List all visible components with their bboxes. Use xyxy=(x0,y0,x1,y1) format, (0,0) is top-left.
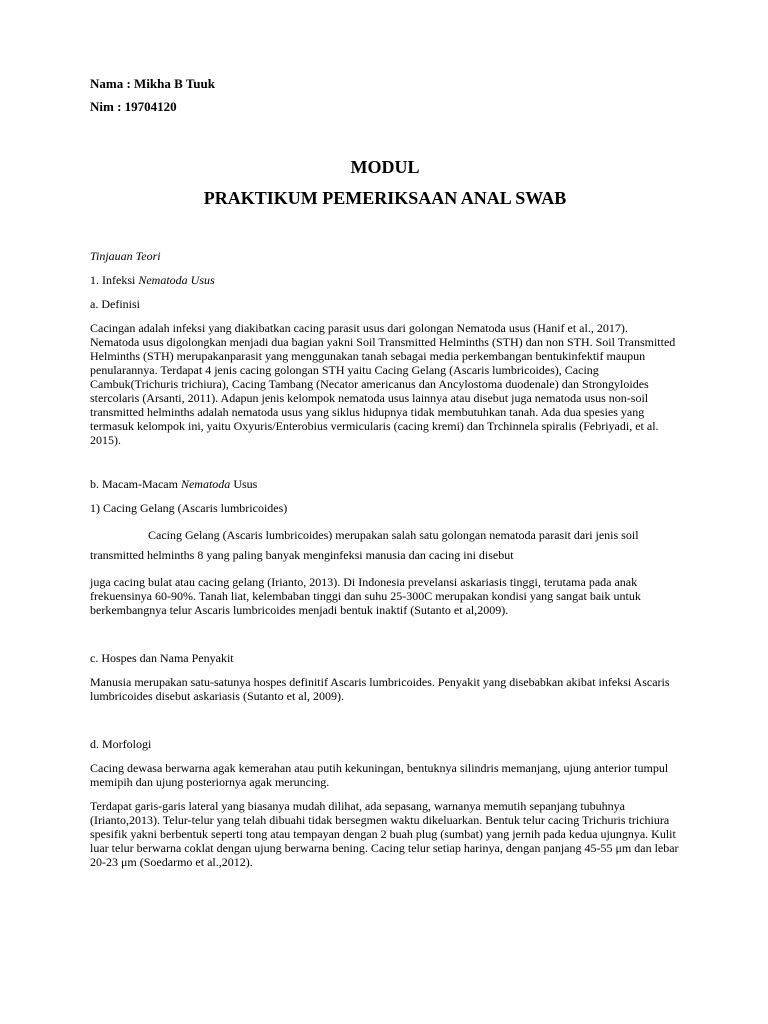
section-heading-infeksi-prefix: 1. Infeksi xyxy=(90,273,139,287)
student-name: Nama : Mikha B Tuuk xyxy=(90,76,215,91)
paragraph-morfologi-2: Terdapat garis-garis lateral yang biasanya mudah dilihat, ada sepasang, warnanya memutih sepanjang tubuhnya (Irianto,2013). Telur-telur yang telah dibuahi tidak bersegmen waktu dikeluarkan. Bentuk telur cacing Trichuris trichiura spesifik yakni berbentuk seperti tong atau tempayan dengan 2 buah plug (sumbat) yang jernih pada kedua ujungnya. Kulit luar telur berwarna coklat dengan ujung berwarna bening. Cacing telur setiap harinya, dengan panjang 45-55 μm dan lebar 20-23 μm (Soedarmo et al.,2012). xyxy=(90,799,679,869)
document-title: MODUL xyxy=(350,157,420,177)
subheading-macam-suffix: Usus xyxy=(230,477,258,491)
subheading-definisi: a. Definisi xyxy=(90,297,140,311)
subheading-macam-italic: Nematoda xyxy=(180,477,231,491)
student-nim: Nim : 19704120 xyxy=(90,99,177,114)
subheading-hospes: c. Hospes dan Nama Penyakit xyxy=(90,651,234,665)
subheading-morfologi: d. Morfologi xyxy=(90,737,152,751)
paragraph-definisi: Cacingan adalah infeksi yang diakibatkan cacing parasit usus dari golongan Nematoda usus (Hanif et al., 2017). Nematoda usus digolongkan menjadi dua bagian yakni Soil Transmitted Helminths (STH) dan non STH. Soil Transmitted Helminths (STH) merupakanparasit yang menggunakan tanah sebagai media perkembangan bentukinfektif maupun penularannya. Terdapat 4 jenis cacing golongan STH yaitu Cacing Gelang (Ascaris lumbricoides), Cacing Cambuk(Trichuris trichiura), Cacing Tambang (Necator americanus dan Ancylostoma duodenale) dan Strongyloides stercolaris (Arsanti, 2011). Adapun jenis kelompok nematoda usus lainnya atau disebut juga nematoda usus non-soil transmitted helminths adalah nematoda usus yang siklus hidupnya tidak membutuhkan tanah. Ada dua spesies yang termasuk kelompok ini, yaitu Oxyuris/Enterobius vermicularis (cacing kremi) dan Trchinnela spiralis (Febriyadi, et al. 2015). xyxy=(90,321,676,447)
paragraph-morfologi-1: Cacing dewasa berwarna agak kemerahan atau putih kekuningan, bentuknya silindris memanjang, ujung anterior tumpul memipih dan ujung posteriornya agak meruncing. xyxy=(90,761,669,789)
paragraph-cacing-gelang-2: juga cacing bulat atau cacing gelang (Irianto, 2013). Di Indonesia prevelansi askariasis tinggi, terutama pada anak frekuensinya 60-90%. Tanah liat, kelembaban tinggi dan suhu 25-300C merupakan kondisi yang sangat baik untuk berkembangnya telur Ascaris lumbricoides menjadi bentuk inaktif (Sutanto et al,2009). xyxy=(90,575,641,617)
paragraph-cacing-gelang-1: Cacing Gelang (Ascaris lumbricoides) merupakan salah satu golongan nematoda parasit dari jenis soil transmitted helminths 8 yang paling banyak menginfeksi manusia dan cacing ini disebut xyxy=(90,528,639,562)
paragraph-hospes: Manusia merupakan satu-satunya hospes definitif Ascaris lumbricoides. Penyakit yang disebabkan akibat infeksi Ascaris lumbricoides disebut askariasis (Sutanto et al, 2009). xyxy=(90,675,670,703)
section-heading-infeksi xyxy=(90,273,680,287)
subheading-cacing-gelang: 1) Cacing Gelang (Ascaris lumbricoides) xyxy=(90,501,288,515)
subheading-macam xyxy=(90,477,680,491)
document-page xyxy=(90,76,680,869)
section-heading-infeksi-italic: Nematoda Usus xyxy=(138,273,215,287)
document-subtitle: PRAKTIKUM PEMERIKSAAN ANAL SWAB xyxy=(203,188,567,208)
subheading-macam-prefix: b. Macam-Macam xyxy=(90,477,181,491)
section-heading-tinjauan: Tinjauan Teori xyxy=(90,249,161,263)
